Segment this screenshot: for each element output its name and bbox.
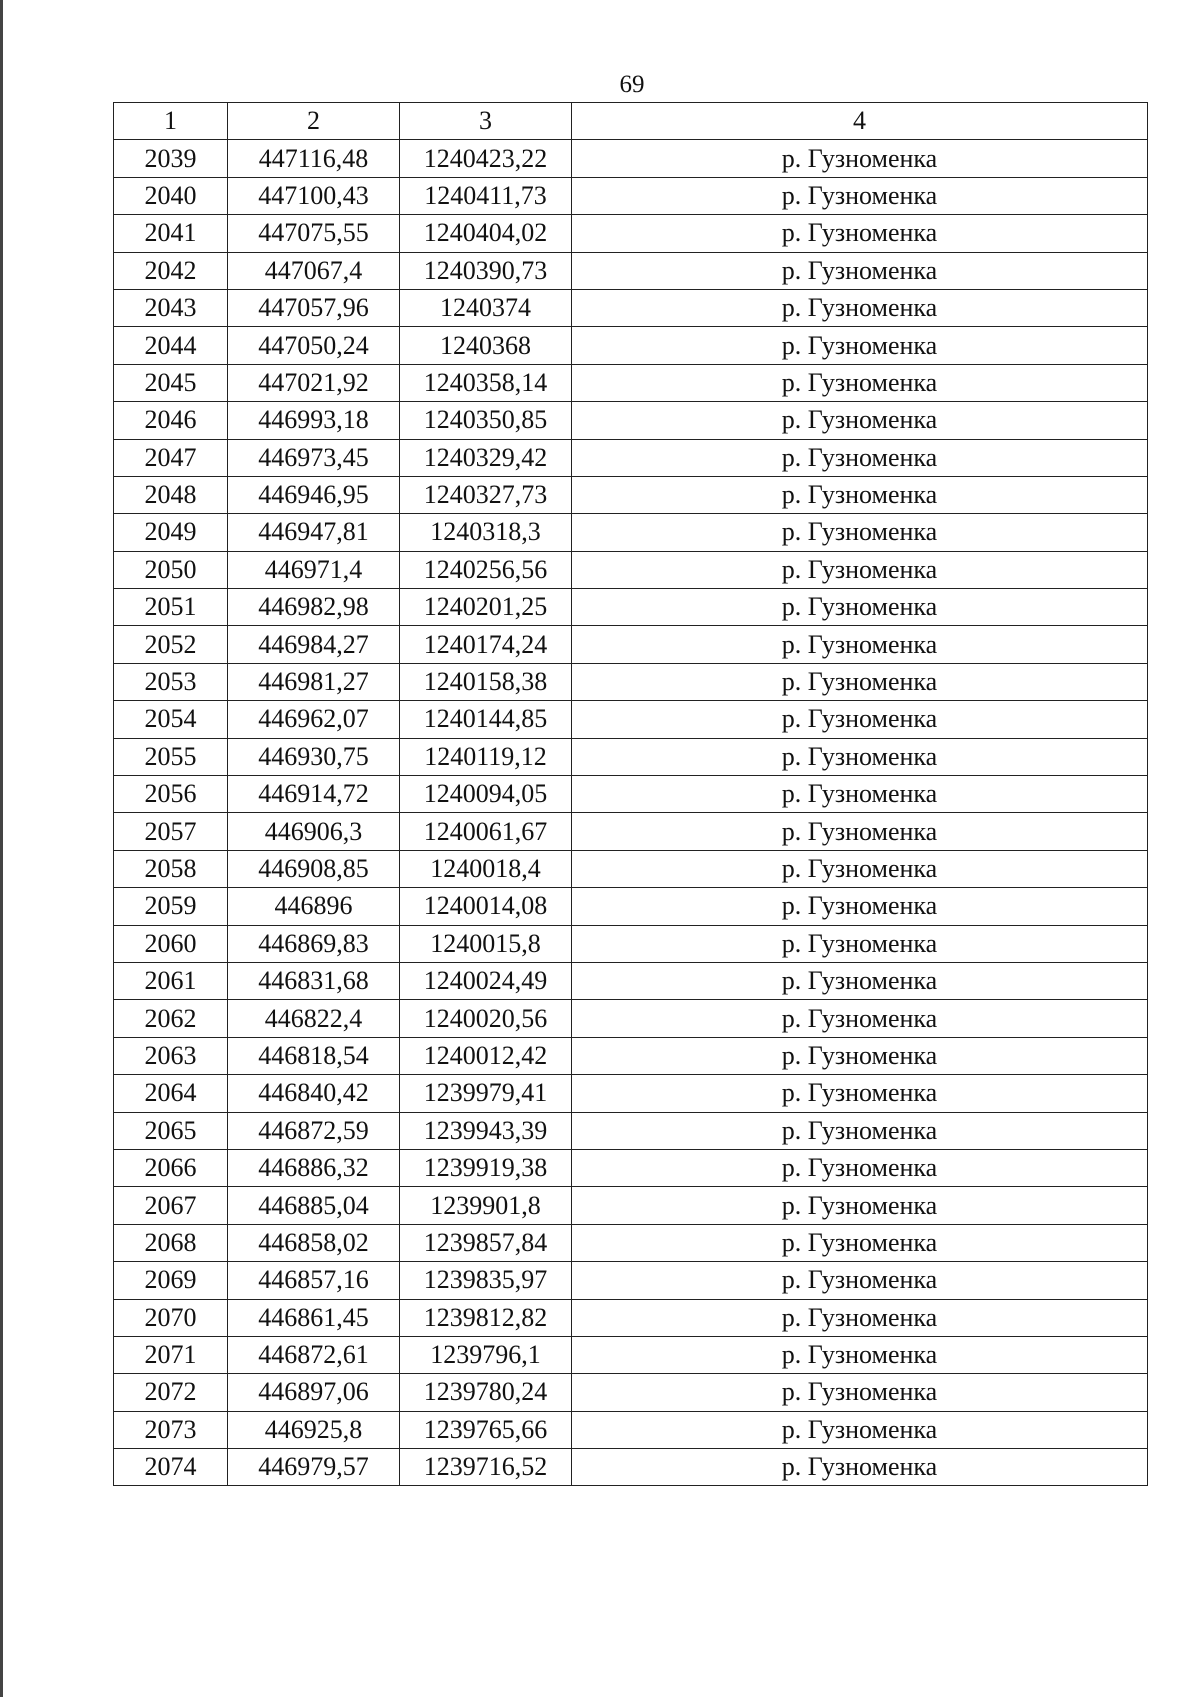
y-coordinate-cell: 1239901,8 xyxy=(400,1187,572,1224)
y-coordinate-cell: 1240368 xyxy=(400,327,572,364)
x-coordinate-cell: 446897,06 xyxy=(228,1374,400,1411)
point-number-cell: 2045 xyxy=(114,364,228,401)
table-row xyxy=(114,1112,1148,1149)
point-number-cell: 2061 xyxy=(114,962,228,999)
x-coordinate-cell: 446840,42 xyxy=(228,1075,400,1112)
point-number-cell: 2072 xyxy=(114,1374,228,1411)
table-row xyxy=(114,888,1148,925)
y-coordinate-cell: 1239919,38 xyxy=(400,1149,572,1186)
description-cell: р. Гузноменка xyxy=(572,364,1148,401)
table-row xyxy=(114,850,1148,887)
y-coordinate-cell: 1240144,85 xyxy=(400,701,572,738)
x-coordinate-cell: 446885,04 xyxy=(228,1187,400,1224)
point-number-cell: 2054 xyxy=(114,701,228,738)
point-number-cell: 2066 xyxy=(114,1149,228,1186)
description-cell: р. Гузноменка xyxy=(572,962,1148,999)
description-cell: р. Гузноменка xyxy=(572,1411,1148,1448)
table-row xyxy=(114,626,1148,663)
x-coordinate-cell: 446858,02 xyxy=(228,1224,400,1261)
y-coordinate-cell: 1240423,22 xyxy=(400,140,572,177)
description-cell: р. Гузноменка xyxy=(572,1374,1148,1411)
x-coordinate-cell: 446914,72 xyxy=(228,776,400,813)
x-coordinate-cell: 446869,83 xyxy=(228,925,400,962)
description-cell: р. Гузноменка xyxy=(572,514,1148,551)
table-row xyxy=(114,701,1148,738)
coordinates-table xyxy=(113,102,1148,1486)
column-header-4: 4 xyxy=(572,103,1148,140)
point-number-cell: 2057 xyxy=(114,813,228,850)
point-number-cell: 2058 xyxy=(114,850,228,887)
description-cell: р. Гузноменка xyxy=(572,1000,1148,1037)
point-number-cell: 2059 xyxy=(114,888,228,925)
x-coordinate-cell: 446973,45 xyxy=(228,439,400,476)
description-cell: р. Гузноменка xyxy=(572,888,1148,925)
y-coordinate-cell: 1239716,52 xyxy=(400,1449,572,1486)
point-number-cell: 2050 xyxy=(114,551,228,588)
point-number-cell: 2042 xyxy=(114,252,228,289)
table-row xyxy=(114,1336,1148,1373)
description-cell: р. Гузноменка xyxy=(572,140,1148,177)
y-coordinate-cell: 1240201,25 xyxy=(400,589,572,626)
description-cell: р. Гузноменка xyxy=(572,252,1148,289)
description-cell: р. Гузноменка xyxy=(572,289,1148,326)
x-coordinate-cell: 446946,95 xyxy=(228,476,400,513)
table-row xyxy=(114,1149,1148,1186)
x-coordinate-cell: 447057,96 xyxy=(228,289,400,326)
table-row xyxy=(114,177,1148,214)
table-row xyxy=(114,252,1148,289)
x-coordinate-cell: 446857,16 xyxy=(228,1262,400,1299)
table-row xyxy=(114,1374,1148,1411)
point-number-cell: 2043 xyxy=(114,289,228,326)
point-number-cell: 2064 xyxy=(114,1075,228,1112)
table-row xyxy=(114,1075,1148,1112)
point-number-cell: 2073 xyxy=(114,1411,228,1448)
point-number-cell: 2039 xyxy=(114,140,228,177)
table-row xyxy=(114,738,1148,775)
table-row xyxy=(114,1000,1148,1037)
point-number-cell: 2062 xyxy=(114,1000,228,1037)
point-number-cell: 2060 xyxy=(114,925,228,962)
description-cell: р. Гузноменка xyxy=(572,215,1148,252)
point-number-cell: 2047 xyxy=(114,439,228,476)
description-cell: р. Гузноменка xyxy=(572,1075,1148,1112)
x-coordinate-cell: 446984,27 xyxy=(228,626,400,663)
description-cell: р. Гузноменка xyxy=(572,1336,1148,1373)
point-number-cell: 2040 xyxy=(114,177,228,214)
description-cell: р. Гузноменка xyxy=(572,738,1148,775)
table-row xyxy=(114,402,1148,439)
y-coordinate-cell: 1240061,67 xyxy=(400,813,572,850)
y-coordinate-cell: 1240020,56 xyxy=(400,1000,572,1037)
x-coordinate-cell: 446981,27 xyxy=(228,663,400,700)
table-row xyxy=(114,289,1148,326)
y-coordinate-cell: 1240094,05 xyxy=(400,776,572,813)
description-cell: р. Гузноменка xyxy=(572,701,1148,738)
x-coordinate-cell: 446861,45 xyxy=(228,1299,400,1336)
y-coordinate-cell: 1239780,24 xyxy=(400,1374,572,1411)
point-number-cell: 2069 xyxy=(114,1262,228,1299)
y-coordinate-cell: 1239857,84 xyxy=(400,1224,572,1261)
point-number-cell: 2068 xyxy=(114,1224,228,1261)
x-coordinate-cell: 447067,4 xyxy=(228,252,400,289)
description-cell: р. Гузноменка xyxy=(572,626,1148,663)
table-row xyxy=(114,514,1148,551)
y-coordinate-cell: 1240390,73 xyxy=(400,252,572,289)
column-header-3: 3 xyxy=(400,103,572,140)
x-coordinate-cell: 446993,18 xyxy=(228,402,400,439)
y-coordinate-cell: 1240158,38 xyxy=(400,663,572,700)
x-coordinate-cell: 446947,81 xyxy=(228,514,400,551)
y-coordinate-cell: 1239812,82 xyxy=(400,1299,572,1336)
y-coordinate-cell: 1239796,1 xyxy=(400,1336,572,1373)
column-header-2: 2 xyxy=(228,103,400,140)
y-coordinate-cell: 1239765,66 xyxy=(400,1411,572,1448)
x-coordinate-cell: 446872,61 xyxy=(228,1336,400,1373)
x-coordinate-cell: 446925,8 xyxy=(228,1411,400,1448)
point-number-cell: 2053 xyxy=(114,663,228,700)
column-header-1: 1 xyxy=(114,103,228,140)
y-coordinate-cell: 1240411,73 xyxy=(400,177,572,214)
point-number-cell: 2055 xyxy=(114,738,228,775)
description-cell: р. Гузноменка xyxy=(572,439,1148,476)
x-coordinate-cell: 446872,59 xyxy=(228,1112,400,1149)
description-cell: р. Гузноменка xyxy=(572,1149,1148,1186)
description-cell: р. Гузноменка xyxy=(572,1299,1148,1336)
table-row xyxy=(114,776,1148,813)
table-row xyxy=(114,364,1148,401)
y-coordinate-cell: 1240014,08 xyxy=(400,888,572,925)
x-coordinate-cell: 447050,24 xyxy=(228,327,400,364)
table-row xyxy=(114,476,1148,513)
table-header xyxy=(114,103,1148,140)
description-cell: р. Гузноменка xyxy=(572,813,1148,850)
y-coordinate-cell: 1240024,49 xyxy=(400,962,572,999)
table-row xyxy=(114,215,1148,252)
y-coordinate-cell: 1240358,14 xyxy=(400,364,572,401)
y-coordinate-cell: 1240018,4 xyxy=(400,850,572,887)
description-cell: р. Гузноменка xyxy=(572,1262,1148,1299)
description-cell: р. Гузноменка xyxy=(572,327,1148,364)
x-coordinate-cell: 446831,68 xyxy=(228,962,400,999)
description-cell: р. Гузноменка xyxy=(572,1187,1148,1224)
point-number-cell: 2051 xyxy=(114,589,228,626)
table-row xyxy=(114,1411,1148,1448)
table-row xyxy=(114,813,1148,850)
x-coordinate-cell: 446908,85 xyxy=(228,850,400,887)
point-number-cell: 2063 xyxy=(114,1037,228,1074)
point-number-cell: 2048 xyxy=(114,476,228,513)
x-coordinate-cell: 446979,57 xyxy=(228,1449,400,1486)
point-number-cell: 2074 xyxy=(114,1449,228,1486)
x-coordinate-cell: 447075,55 xyxy=(228,215,400,252)
description-cell: р. Гузноменка xyxy=(572,476,1148,513)
point-number-cell: 2070 xyxy=(114,1299,228,1336)
y-coordinate-cell: 1240327,73 xyxy=(400,476,572,513)
page-left-edge xyxy=(0,0,3,1697)
x-coordinate-cell: 446822,4 xyxy=(228,1000,400,1037)
y-coordinate-cell: 1240256,56 xyxy=(400,551,572,588)
x-coordinate-cell: 446982,98 xyxy=(228,589,400,626)
table-row xyxy=(114,589,1148,626)
description-cell: р. Гузноменка xyxy=(572,1112,1148,1149)
table-row xyxy=(114,439,1148,476)
table-row xyxy=(114,140,1148,177)
y-coordinate-cell: 1240119,12 xyxy=(400,738,572,775)
x-coordinate-cell: 446886,32 xyxy=(228,1149,400,1186)
x-coordinate-cell: 446906,3 xyxy=(228,813,400,850)
table-row xyxy=(114,663,1148,700)
y-coordinate-cell: 1240012,42 xyxy=(400,1037,572,1074)
point-number-cell: 2046 xyxy=(114,402,228,439)
point-number-cell: 2044 xyxy=(114,327,228,364)
description-cell: р. Гузноменка xyxy=(572,551,1148,588)
table-row xyxy=(114,962,1148,999)
y-coordinate-cell: 1240329,42 xyxy=(400,439,572,476)
x-coordinate-cell: 446962,07 xyxy=(228,701,400,738)
table-row xyxy=(114,1262,1148,1299)
x-coordinate-cell: 446930,75 xyxy=(228,738,400,775)
description-cell: р. Гузноменка xyxy=(572,850,1148,887)
description-cell: р. Гузноменка xyxy=(572,1037,1148,1074)
table-row xyxy=(114,1187,1148,1224)
point-number-cell: 2067 xyxy=(114,1187,228,1224)
y-coordinate-cell: 1240015,8 xyxy=(400,925,572,962)
x-coordinate-cell: 447100,43 xyxy=(228,177,400,214)
y-coordinate-cell: 1240318,3 xyxy=(400,514,572,551)
x-coordinate-cell: 446971,4 xyxy=(228,551,400,588)
table-row xyxy=(114,327,1148,364)
description-cell: р. Гузноменка xyxy=(572,925,1148,962)
description-cell: р. Гузноменка xyxy=(572,589,1148,626)
table-row xyxy=(114,551,1148,588)
page-number: 69 xyxy=(619,71,645,98)
point-number-cell: 2071 xyxy=(114,1336,228,1373)
description-cell: р. Гузноменка xyxy=(572,776,1148,813)
point-number-cell: 2056 xyxy=(114,776,228,813)
table-row xyxy=(114,1224,1148,1261)
point-number-cell: 2052 xyxy=(114,626,228,663)
x-coordinate-cell: 447116,48 xyxy=(228,140,400,177)
description-cell: р. Гузноменка xyxy=(572,177,1148,214)
table-row xyxy=(114,1449,1148,1486)
description-cell: р. Гузноменка xyxy=(572,402,1148,439)
y-coordinate-cell: 1240174,24 xyxy=(400,626,572,663)
point-number-cell: 2065 xyxy=(114,1112,228,1149)
y-coordinate-cell: 1239979,41 xyxy=(400,1075,572,1112)
table-body xyxy=(114,140,1148,1486)
y-coordinate-cell: 1239943,39 xyxy=(400,1112,572,1149)
y-coordinate-cell: 1240350,85 xyxy=(400,402,572,439)
y-coordinate-cell: 1240374 xyxy=(400,289,572,326)
table-row xyxy=(114,1037,1148,1074)
point-number-cell: 2041 xyxy=(114,215,228,252)
x-coordinate-cell: 446896 xyxy=(228,888,400,925)
y-coordinate-cell: 1240404,02 xyxy=(400,215,572,252)
table-row xyxy=(114,925,1148,962)
point-number-cell: 2049 xyxy=(114,514,228,551)
table-row xyxy=(114,1299,1148,1336)
description-cell: р. Гузноменка xyxy=(572,1449,1148,1486)
table-header-row xyxy=(114,103,1148,140)
y-coordinate-cell: 1239835,97 xyxy=(400,1262,572,1299)
description-cell: р. Гузноменка xyxy=(572,663,1148,700)
x-coordinate-cell: 446818,54 xyxy=(228,1037,400,1074)
description-cell: р. Гузноменка xyxy=(572,1224,1148,1261)
x-coordinate-cell: 447021,92 xyxy=(228,364,400,401)
